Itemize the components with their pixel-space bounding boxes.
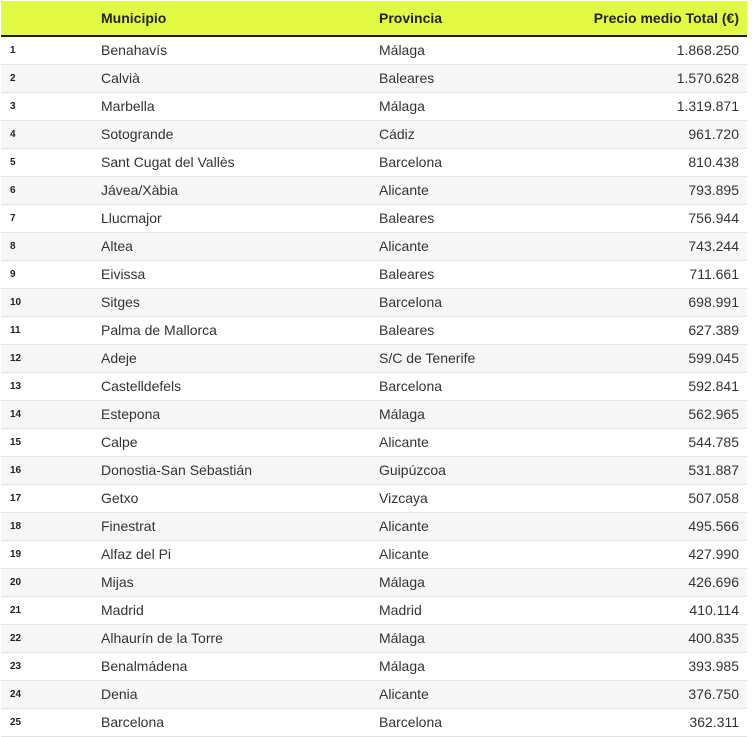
price-ranking-table xyxy=(1,1,747,737)
rank-cell: 16 xyxy=(1,456,91,484)
header-precio[interactable]: Precio medio Total (€) xyxy=(569,1,747,36)
provincia-cell: Cádiz xyxy=(369,120,569,148)
table-body xyxy=(1,36,747,736)
table-row xyxy=(1,456,747,484)
rank-cell: 17 xyxy=(1,484,91,512)
provincia-cell: Alicante xyxy=(369,512,569,540)
precio-cell: 599.045 xyxy=(569,344,747,372)
municipio-cell: Sant Cugat del Vallès xyxy=(91,148,369,176)
municipio-cell: Alhaurín de la Torre xyxy=(91,624,369,652)
provincia-cell: Málaga xyxy=(369,92,569,120)
municipio-cell: Alfaz del Pi xyxy=(91,540,369,568)
rank-cell: 24 xyxy=(1,680,91,708)
provincia-cell: Alicante xyxy=(369,540,569,568)
rank-cell: 13 xyxy=(1,372,91,400)
municipio-cell: Adeje xyxy=(91,344,369,372)
precio-cell: 393.985 xyxy=(569,652,747,680)
rank-cell: 4 xyxy=(1,120,91,148)
rank-cell: 6 xyxy=(1,176,91,204)
table-row xyxy=(1,232,747,260)
rank-cell: 1 xyxy=(1,36,91,64)
rank-cell: 25 xyxy=(1,708,91,736)
table-row xyxy=(1,316,747,344)
provincia-cell: Baleares xyxy=(369,64,569,92)
precio-cell: 426.696 xyxy=(569,568,747,596)
rank-cell: 9 xyxy=(1,260,91,288)
municipio-cell: Castelldefels xyxy=(91,372,369,400)
rank-cell: 11 xyxy=(1,316,91,344)
provincia-cell: Alicante xyxy=(369,232,569,260)
precio-cell: 544.785 xyxy=(569,428,747,456)
header-municipio[interactable]: Municipio xyxy=(91,1,369,36)
precio-cell: 362.311 xyxy=(569,708,747,736)
provincia-cell: Málaga xyxy=(369,400,569,428)
table-row xyxy=(1,540,747,568)
rank-cell: 5 xyxy=(1,148,91,176)
provincia-cell: Alicante xyxy=(369,176,569,204)
provincia-cell: S/C de Tenerife xyxy=(369,344,569,372)
table-row xyxy=(1,36,747,64)
municipio-cell: Palma de Mallorca xyxy=(91,316,369,344)
table-row xyxy=(1,512,747,540)
provincia-cell: Baleares xyxy=(369,316,569,344)
municipio-cell: Benahavís xyxy=(91,36,369,64)
table-row xyxy=(1,176,747,204)
rank-cell: 12 xyxy=(1,344,91,372)
price-ranking-table-container xyxy=(1,1,747,737)
table-row xyxy=(1,148,747,176)
table-row xyxy=(1,204,747,232)
rank-cell: 10 xyxy=(1,288,91,316)
provincia-cell: Barcelona xyxy=(369,148,569,176)
table-row xyxy=(1,120,747,148)
precio-cell: 1.868.250 xyxy=(569,36,747,64)
rank-cell: 22 xyxy=(1,624,91,652)
table-row xyxy=(1,428,747,456)
municipio-cell: Calpe xyxy=(91,428,369,456)
provincia-cell: Alicante xyxy=(369,680,569,708)
rank-cell: 15 xyxy=(1,428,91,456)
rank-cell: 23 xyxy=(1,652,91,680)
rank-cell: 18 xyxy=(1,512,91,540)
municipio-cell: Sotogrande xyxy=(91,120,369,148)
provincia-cell: Guipúzcoa xyxy=(369,456,569,484)
provincia-cell: Baleares xyxy=(369,260,569,288)
provincia-cell: Vizcaya xyxy=(369,484,569,512)
table-row xyxy=(1,624,747,652)
table-row xyxy=(1,680,747,708)
municipio-cell: Jávea/Xàbia xyxy=(91,176,369,204)
municipio-cell: Mijas xyxy=(91,568,369,596)
provincia-cell: Barcelona xyxy=(369,372,569,400)
municipio-cell: Getxo xyxy=(91,484,369,512)
provincia-cell: Málaga xyxy=(369,624,569,652)
rank-cell: 21 xyxy=(1,596,91,624)
municipio-cell: Marbella xyxy=(91,92,369,120)
precio-cell: 562.965 xyxy=(569,400,747,428)
table-row xyxy=(1,64,747,92)
rank-cell: 19 xyxy=(1,540,91,568)
precio-cell: 698.991 xyxy=(569,288,747,316)
table-row xyxy=(1,568,747,596)
header-provincia[interactable]: Provincia xyxy=(369,1,569,36)
provincia-cell: Málaga xyxy=(369,568,569,596)
municipio-cell: Benalmádena xyxy=(91,652,369,680)
provincia-cell: Barcelona xyxy=(369,708,569,736)
municipio-cell: Eivissa xyxy=(91,260,369,288)
municipio-cell: Madrid xyxy=(91,596,369,624)
municipio-cell: Finestrat xyxy=(91,512,369,540)
table-row xyxy=(1,288,747,316)
table-row xyxy=(1,344,747,372)
provincia-cell: Málaga xyxy=(369,652,569,680)
precio-cell: 531.887 xyxy=(569,456,747,484)
provincia-cell: Madrid xyxy=(369,596,569,624)
provincia-cell: Málaga xyxy=(369,36,569,64)
precio-cell: 743.244 xyxy=(569,232,747,260)
precio-cell: 793.895 xyxy=(569,176,747,204)
table-row xyxy=(1,372,747,400)
precio-cell: 1.570.628 xyxy=(569,64,747,92)
provincia-cell: Alicante xyxy=(369,428,569,456)
precio-cell: 400.835 xyxy=(569,624,747,652)
municipio-cell: Denia xyxy=(91,680,369,708)
table-row xyxy=(1,652,747,680)
municipio-cell: Barcelona xyxy=(91,708,369,736)
rank-cell: 8 xyxy=(1,232,91,260)
municipio-cell: Llucmajor xyxy=(91,204,369,232)
provincia-cell: Barcelona xyxy=(369,288,569,316)
header-row xyxy=(1,1,747,36)
table-row xyxy=(1,260,747,288)
precio-cell: 410.114 xyxy=(569,596,747,624)
precio-cell: 1.319.871 xyxy=(569,92,747,120)
table-header xyxy=(1,1,747,36)
rank-cell: 14 xyxy=(1,400,91,428)
table-row xyxy=(1,484,747,512)
precio-cell: 711.661 xyxy=(569,260,747,288)
rank-cell: 7 xyxy=(1,204,91,232)
table-row xyxy=(1,596,747,624)
municipio-cell: Calvià xyxy=(91,64,369,92)
table-row xyxy=(1,400,747,428)
precio-cell: 627.389 xyxy=(569,316,747,344)
rank-cell: 20 xyxy=(1,568,91,596)
precio-cell: 427.990 xyxy=(569,540,747,568)
precio-cell: 756.944 xyxy=(569,204,747,232)
municipio-cell: Donostia-San Sebastián xyxy=(91,456,369,484)
precio-cell: 507.058 xyxy=(569,484,747,512)
precio-cell: 592.841 xyxy=(569,372,747,400)
table-row xyxy=(1,92,747,120)
precio-cell: 376.750 xyxy=(569,680,747,708)
table-row xyxy=(1,708,747,736)
municipio-cell: Altea xyxy=(91,232,369,260)
precio-cell: 961.720 xyxy=(569,120,747,148)
rank-cell: 2 xyxy=(1,64,91,92)
rank-cell: 3 xyxy=(1,92,91,120)
precio-cell: 495.566 xyxy=(569,512,747,540)
provincia-cell: Baleares xyxy=(369,204,569,232)
municipio-cell: Estepona xyxy=(91,400,369,428)
header-rank xyxy=(1,1,91,36)
municipio-cell: Sitges xyxy=(91,288,369,316)
precio-cell: 810.438 xyxy=(569,148,747,176)
